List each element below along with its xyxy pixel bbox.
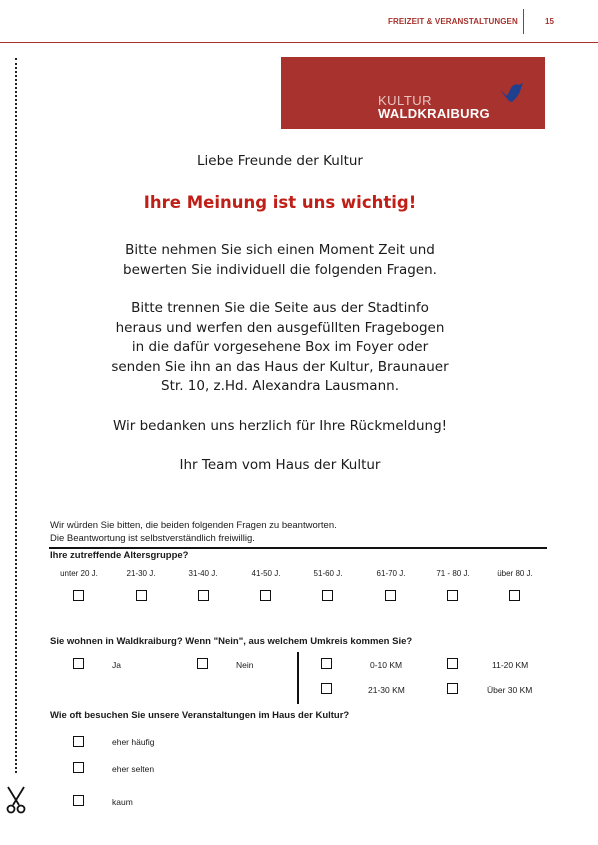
residence-yes-label: Ja — [112, 660, 121, 670]
intro-paragraph — [60, 241, 500, 280]
text-line: Bitte nehmen Sie sich einen Moment Zeit und — [125, 242, 435, 258]
age-label: unter 20 J. — [60, 569, 98, 578]
header-rule — [0, 42, 598, 43]
residence-no-label: Nein — [236, 660, 254, 670]
distance-label: 0-10 KM — [370, 660, 403, 670]
residence-divider — [297, 652, 299, 704]
greeting: Liebe Freunde der Kultur — [197, 153, 363, 169]
text-line: Str. 10, z.Hd. Alexandra Lausmann. — [161, 378, 399, 394]
thanks-text: Wir bedanken uns herzlich für Ihre Rückmeldung! — [112, 418, 448, 434]
bird-icon — [499, 82, 525, 104]
distance-label: Über 30 KM — [487, 685, 533, 695]
frequency-label: eher selten — [112, 764, 155, 774]
logo-waldkraiburg-text: WALDKRAIBURG — [378, 106, 490, 121]
question-residence-title: Sie wohnen in Waldkraiburg? Wenn "Nein", aus welchem Umkreis kommen Sie? — [50, 636, 413, 647]
distance-label: 21-30 KM — [368, 685, 405, 695]
age-label: über 80 J. — [497, 569, 533, 578]
form-divider — [49, 547, 547, 549]
logo-kultur-text: KULTUR — [378, 93, 433, 108]
question-age-title: Ihre zutreffende Altersgruppe? — [50, 550, 189, 561]
residence-yes-checkbox[interactable] — [73, 658, 84, 669]
cut-line — [15, 58, 17, 773]
question-frequency-title: Wie oft besuchen Sie unsere Veranstaltungen im Haus der Kultur? — [50, 710, 350, 721]
form-intro — [50, 519, 337, 545]
age-label: 51-60 J. — [313, 569, 343, 578]
text-line: in die dafür vorgesehene Box im Foyer oder — [131, 339, 429, 355]
headline: Ihre Meinung ist uns wichtig! — [143, 193, 417, 212]
age-checkbox-71-80[interactable] — [447, 590, 458, 601]
age-checkbox-31-40[interactable] — [198, 590, 209, 601]
distance-11-20-checkbox[interactable] — [447, 658, 458, 669]
text-line: bewerten Sie individuell die folgenden Fragen. — [123, 261, 437, 278]
text-line: Bitte trennen Sie die Seite aus der Stadtinfo — [131, 300, 429, 316]
distance-label: 11-20 KM — [492, 660, 529, 670]
text-line: senden Sie ihn an das Haus der Kultur, Braunauer — [111, 358, 449, 375]
signature: Ihr Team vom Haus der Kultur — [179, 457, 381, 473]
age-checkbox-over-80[interactable] — [509, 590, 520, 601]
age-label: 41-50 J. — [251, 569, 281, 578]
intro-line: Die Beantwortung ist selbstverständlich freiwillig. — [50, 533, 255, 544]
frequency-label: kaum — [112, 797, 133, 807]
distance-over-30-checkbox[interactable] — [447, 683, 458, 694]
distance-0-10-checkbox[interactable] — [321, 658, 332, 669]
frequency-often-checkbox[interactable] — [73, 736, 84, 747]
age-checkbox-41-50[interactable] — [260, 590, 271, 601]
kultur-waldkraiburg-logo — [281, 57, 545, 129]
frequency-label: eher häufig — [112, 737, 155, 747]
age-label: 71 - 80 J. — [436, 569, 470, 578]
age-label: 31-40 J. — [188, 569, 218, 578]
header-divider — [523, 9, 524, 34]
text-line: heraus und werfen den ausgefüllten Fragebogen — [115, 319, 445, 336]
age-label: 61-70 J. — [376, 569, 406, 578]
age-checkbox-51-60[interactable] — [322, 590, 333, 601]
age-checkbox-61-70[interactable] — [385, 590, 396, 601]
distance-21-30-checkbox[interactable] — [321, 683, 332, 694]
intro-line: Wir würden Sie bitten, die beiden folgenden Fragen zu beantworten. — [50, 520, 337, 531]
scissors-icon — [4, 785, 28, 815]
instructions-paragraph — [60, 299, 500, 397]
residence-no-checkbox[interactable] — [197, 658, 208, 669]
age-checkbox-21-30[interactable] — [136, 590, 147, 601]
frequency-rarely-checkbox[interactable] — [73, 795, 84, 806]
page-number: 15 — [545, 17, 554, 26]
section-title: FREIZEIT & VERANSTALTUNGEN — [388, 17, 518, 26]
age-label: 21-30 J. — [126, 569, 156, 578]
frequency-seldom-checkbox[interactable] — [73, 762, 84, 773]
age-checkbox-under-20[interactable] — [73, 590, 84, 601]
